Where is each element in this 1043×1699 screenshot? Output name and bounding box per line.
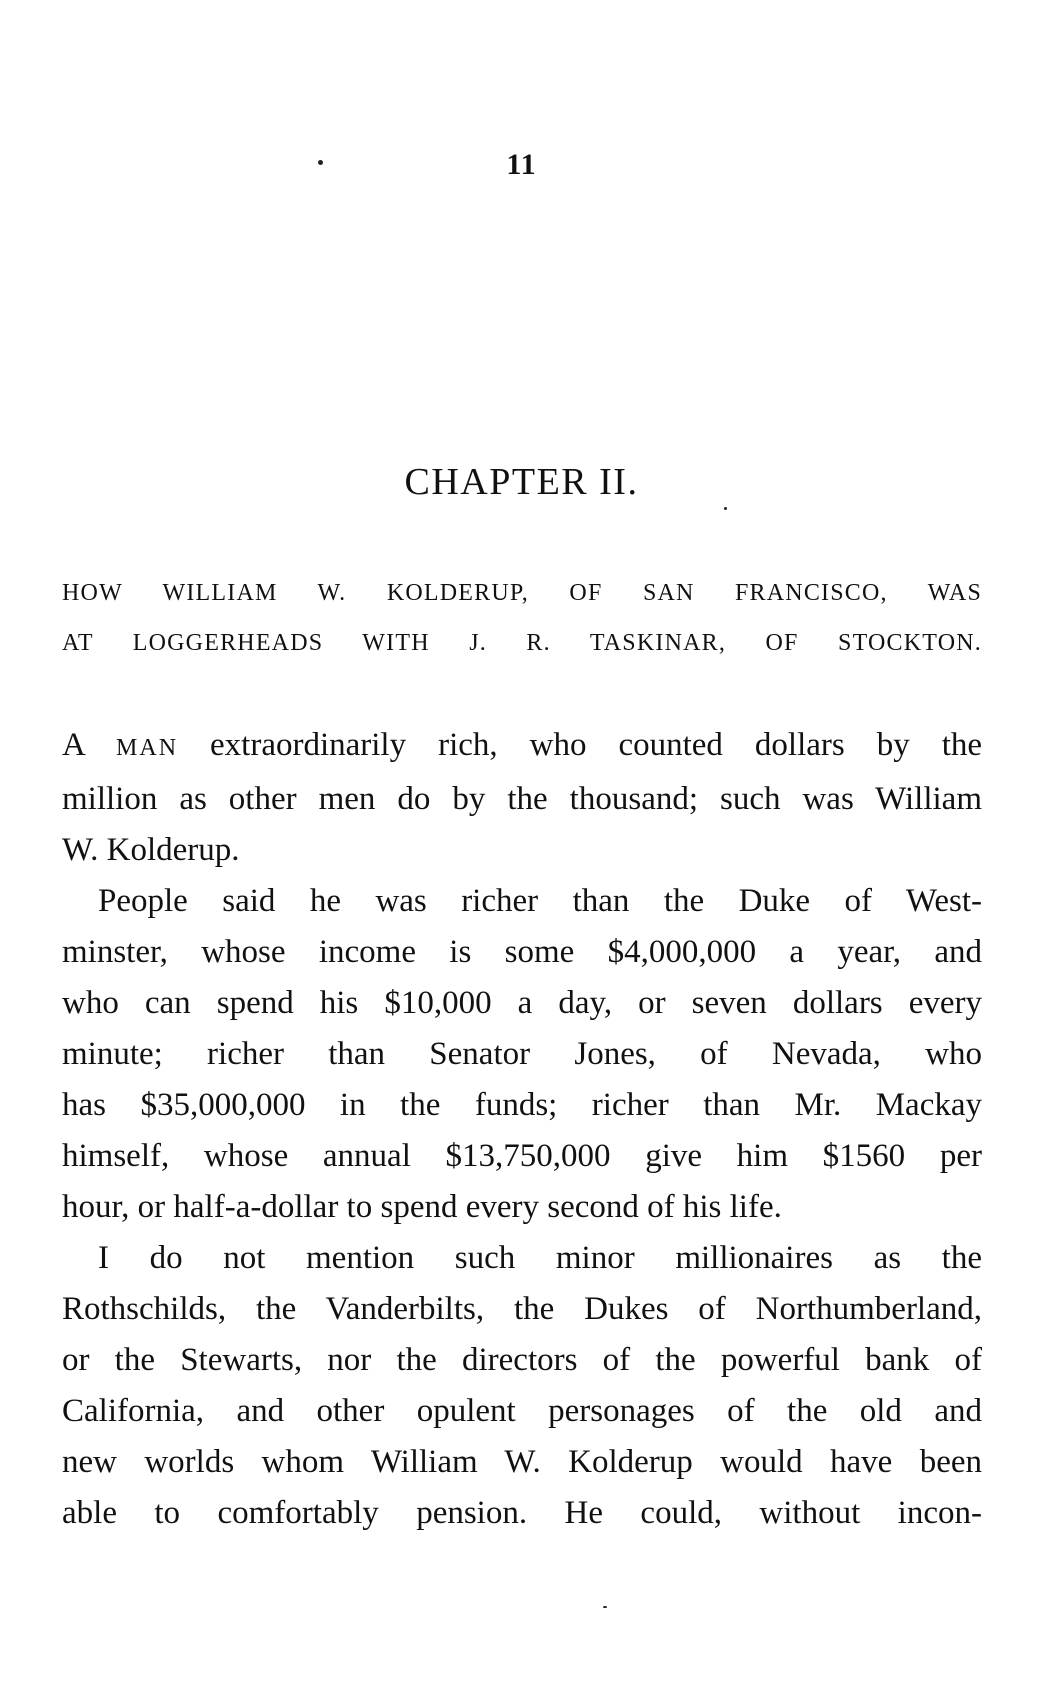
print-speck xyxy=(724,507,727,510)
body-line: Rothschilds, the Vanderbilts, the Dukes of Northumberland, xyxy=(62,1291,982,1327)
body-line: has $35,000,000 in the funds; richer than Mr. Mackay xyxy=(62,1087,982,1123)
print-speck xyxy=(318,160,323,165)
body-line: I do not mention such minor millionaires as the xyxy=(98,1240,982,1276)
body-line: new worlds whom William W. Kolderup would have been xyxy=(62,1444,982,1480)
body-line: himself, whose annual $13,750,000 give him $1560 per xyxy=(62,1138,982,1174)
opening-word: A xyxy=(62,727,85,763)
body-line: or the Stewarts, nor the directors of the powerful bank of xyxy=(62,1342,982,1378)
body-line: minster, whose income is some $4,000,000 a year, and xyxy=(62,934,982,970)
chapter-subtitle-line: AT LOGGERHEADS WITH J. R. TASKINAR, OF STOCKTON. xyxy=(62,630,982,656)
body-line: able to comfortably pension. He could, without incon- xyxy=(62,1495,982,1531)
body-line: who can spend his $10,000 a day, or seven dollars every xyxy=(62,985,982,1021)
print-speck xyxy=(603,1606,607,1608)
opening-smallcaps: MAN xyxy=(116,735,179,761)
body-line: hour, or half-a-dollar to spend every second of his life. xyxy=(62,1189,782,1225)
body-line: minute; richer than Senator Jones, of Nevada, who xyxy=(62,1036,982,1072)
body-text xyxy=(62,720,982,1539)
body-line: W. Kolderup. xyxy=(62,832,240,868)
body-line-first xyxy=(62,720,982,774)
chapter-title: CHAPTER II. xyxy=(404,461,639,503)
body-line: California, and other opulent personages of the old and xyxy=(62,1393,982,1429)
body-line-text: extraordinarily rich, who counted dollars by the xyxy=(178,727,983,763)
chapter-subtitle-line: HOW WILLIAM W. KOLDERUP, OF SAN FRANCISCO, WAS xyxy=(62,580,982,606)
body-line: million as other men do by the thousand; such was William xyxy=(62,781,982,817)
chapter-subtitle xyxy=(62,568,982,668)
body-line: People said he was richer than the Duke of West- xyxy=(98,883,982,919)
page-number: 11 xyxy=(506,148,537,181)
